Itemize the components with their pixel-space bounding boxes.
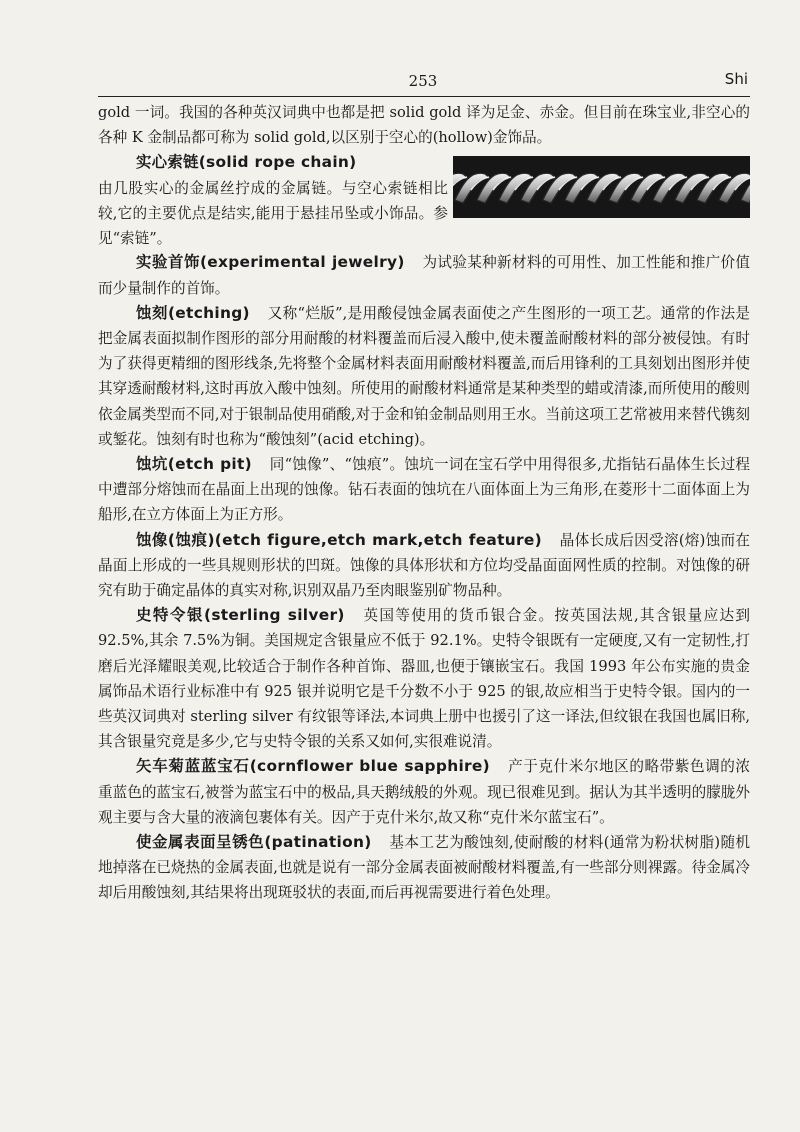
entry-definition: 由几股实心的金属丝拧成的金属链。与空心索链相比较,它的主要优点是结实,能用于悬挂吊坠或小饰品。参见“索链”。	[98, 179, 448, 248]
entry-solid-rope-chain	[98, 150, 750, 250]
dictionary-entry	[98, 452, 750, 528]
page-number: 253	[408, 72, 438, 90]
rope-chain-photo-icon	[453, 156, 750, 218]
page-body	[98, 100, 750, 906]
entry-definition: 为试验某种新材料的可用性、加工性能和推广价值而少量制作的首饰。	[98, 254, 750, 297]
dictionary-entry	[98, 754, 750, 830]
header-rule	[98, 96, 750, 97]
entry-term: 蚀刻(etching)	[135, 303, 250, 322]
entry-term: 使金属表面呈锈色(patination)	[135, 833, 372, 852]
dictionary-entry	[98, 830, 750, 906]
dictionary-entry	[98, 603, 750, 754]
entry-definition: 晶体长成后因受溶(熔)蚀而在晶面上形成的一些具规则形状的凹斑。蚀像的具体形状和方位均受晶面面网性质的控制。对蚀像的研究有助于确定晶体的真实对称,识别双晶乃至肉眼鉴别矿物品种。	[98, 531, 750, 600]
entry-term: 蚀坑(etch pit)	[135, 455, 252, 474]
dictionary-entry	[98, 301, 750, 452]
page-header	[98, 70, 748, 96]
entry-definition: 同“蚀像”、“蚀痕”。蚀坑一词在宝石学中用得很多,尤指钻石晶体生长过程中遭部分熔蚀而在晶面上出现的蚀像。钻石表面的蚀坑在八面体面上为三角形,在菱形十二面体面上为船形,在立方体面上为正方形。	[98, 456, 750, 524]
rope-chain-term-line	[98, 150, 448, 175]
intro-paragraph: gold 一词。我国的各种英汉词典中也都是把 solid gold 译为足金、赤金。但目前在珠宝业,非空心的各种 K 金制品都可称为 solid gold,以区别于空心的(hollow)金饰品。	[98, 104, 750, 147]
entry-definition: 产于克什米尔地区的略带紫色调的浓重蓝色的蓝宝石,被誉为蓝宝石中的极品,具天鹅绒般的外观。现已很难见到。据认为其半透明的朦胧外观主要与含大量的液滴包裹体有关。因产于克什米尔,故又称“克什米尔蓝宝石”。	[98, 758, 750, 826]
entry-definition: 又称“烂版”,是用酸侵蚀金属表面使之产生图形的一项工艺。通常的作法是把金属表面拟制作图形的部分用耐酸的材料覆盖而后浸入酸中,使未覆盖耐酸材料的部分被侵蚀。有时为了获得更精细的图形线条,先将整个金属材料表面用耐酸材料覆盖,而后用锋利的工具刻划出图形并使其穿透耐酸材料,这时再放入酸中蚀刻。所使用的耐酸材料通常是某种类型的蜡或清漆,而所使用的酸则依金属类型而不同,对于银制品使用硝酸,对于金和铂金制品则用王水。当前这项工艺常被用来替代镌刻或錾花。蚀刻有时也称为“酸蚀刻”(acid etching)。	[98, 304, 750, 448]
dictionary-entry	[98, 528, 750, 604]
running-head: Shi	[724, 70, 748, 88]
entries-list	[98, 250, 750, 905]
entry-definition: 英国等使用的货币银合金。按英国法规,其含银量应达到 92.5%,其余 7.5%为铜。美国规定含银量应不低于 92.1%。史特令银既有一定硬度,又有一定韧性,打磨后光泽耀眼美观,比较适合于制作各种首饰、器皿,也便于镶嵌宝石。我国 1993 年公布实施的贵金属饰品术语行业标准中有 925 银并说明它是千分数不小于 925 的银,故应相当于史特令银。国内的一些英汉词典对 sterling silver 有纹银等译法,本词典上册中也援引了这一译法,但纹银在我国也属旧称,其含银量究竟是多少,它与史特令银的关系又如何,实很难说清。	[98, 607, 750, 751]
dictionary-entry	[98, 250, 750, 300]
entry-term: 实验首饰(experimental jewelry)	[135, 253, 405, 272]
entry-term: 史特令银(sterling silver)	[135, 606, 345, 625]
rope-chain-text	[98, 150, 448, 251]
entry-term: 实心索链(solid rope chain)	[135, 153, 357, 172]
entry-term: 矢车菊蓝蓝宝石(cornflower blue sapphire)	[135, 757, 490, 776]
entry-term: 蚀像(蚀痕)(etch figure,etch mark,etch feature)	[135, 530, 542, 549]
entry-definition: 基本工艺为酸蚀刻,使耐酸的材料(通常为粉状树脂)随机地掉落在已烧热的金属表面,也就是说有一部分金属表面被耐酸材料覆盖,有一些部分则裸露。待金属冷却后用酸蚀刻,其结果将出现斑驳状的表面,而后再视需要进行着色处理。	[98, 834, 751, 902]
